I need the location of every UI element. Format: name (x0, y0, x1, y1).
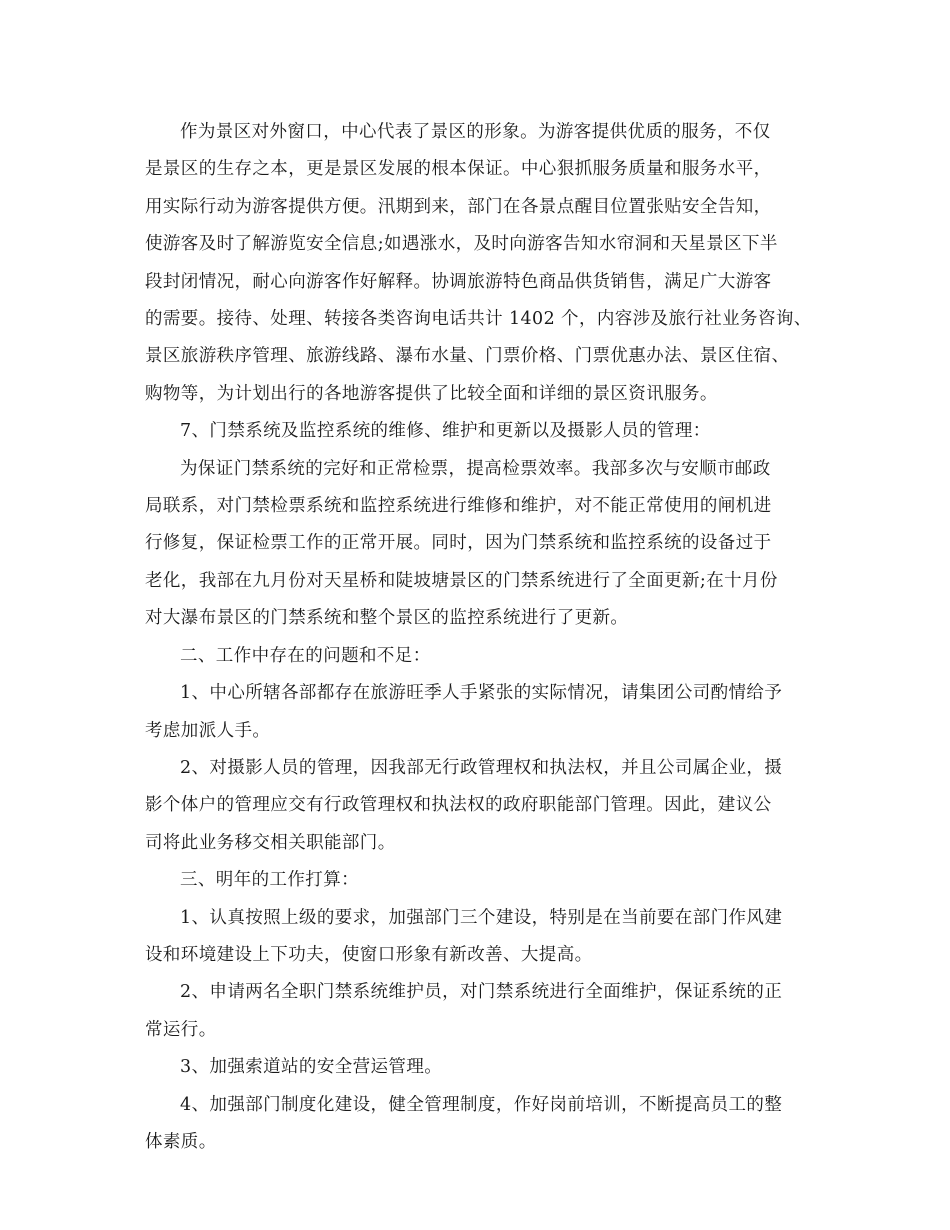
paragraph (145, 451, 817, 638)
text-line: 司将此业务移交相关职能部门。 (145, 832, 396, 853)
paragraph (145, 675, 817, 750)
text-line: 景区旅游秩序管理、旅游线路、瀑布水量、门票价格、门票优惠办法、景区住宿、 (145, 346, 790, 367)
text-line: 的需要。接待、处理、转接各类咨询电话共计 1402 个，内容涉及旅行社业务咨询、 (145, 309, 812, 330)
text-line: 用实际行动为游客提供方便。汛期到来，部门在各景点醒目位置张贴安全告知， (145, 196, 772, 217)
text-line: 行修复，保证检票工作的正常开展。同时，因为门禁系统和监控系统的设备过于 (145, 533, 772, 554)
text-line: 考虑加派人手。 (145, 720, 271, 741)
text-line: 局联系，对门禁检票系统和监控系统进行维修和维护，对不能正常使用的闸机进 (145, 496, 772, 517)
paragraph (145, 862, 817, 899)
text-line: 1、认真按照上级的要求，加强部门三个建设，特别是在当前要在部门作风建 (180, 907, 783, 928)
text-line: 3、加强索道站的安全营运管理。 (180, 1057, 443, 1078)
text-line: 设和环境建设上下功夫，使窗口形象有新改善、大提高。 (145, 944, 593, 965)
paragraph (145, 114, 817, 413)
text-line: 为保证门禁系统的完好和正常检票，提高检票效率。我部多次与安顺市邮政 (180, 458, 771, 479)
text-line: 老化，我部在九月份对天星桥和陡坡塘景区的门禁系统进行了全面更新;在十月份 (145, 570, 778, 591)
paragraph (145, 1049, 817, 1086)
paragraph (145, 900, 817, 975)
paragraph (145, 638, 817, 675)
text-line: 使游客及时了解游览安全信息;如遇涨水，及时向游客告知水帘洞和天星景区下半 (145, 234, 778, 255)
text-line: 作为景区对外窗口，中心代表了景区的形象。为游客提供优质的服务，不仅 (180, 122, 771, 142)
paragraph (145, 1087, 817, 1162)
paragraph (145, 413, 817, 450)
text-line: 7、门禁系统及监控系统的维修、维护和更新以及摄影人员的管理： (180, 421, 711, 442)
document-body (145, 114, 817, 1161)
text-line: 对大瀑布景区的门禁系统和整个景区的监控系统进行了更新。 (145, 608, 629, 629)
text-line: 段封闭情况，耐心向游客作好解释。协调旅游特色商品供货销售，满足广大游客 (145, 271, 772, 292)
text-line: 4、加强部门制度化建设，健全管理制度，作好岗前培训，不断提高员工的整 (180, 1094, 783, 1115)
text-line: 体素质。 (145, 1131, 217, 1152)
text-line: 影个体户的管理应交有行政管理权和执法权的政府职能部门管理。因此，建议公 (145, 795, 772, 816)
text-line: 购物等，为计划出行的各地游客提供了比较全面和详细的景区资讯服务。 (145, 383, 718, 404)
paragraph (145, 974, 817, 1049)
text-line: 1、中心所辖各部都存在旅游旺季人手紧张的实际情况，请集团公司酌情给予 (180, 683, 783, 704)
text-line: 是景区的生存之本，更是景区发展的根本保证。中心狠抓服务质量和服务水平， (145, 159, 772, 180)
text-line: 2、申请两名全职门禁系统维护员，对门禁系统进行全面维护，保证系统的正 (180, 982, 783, 1003)
text-line: 三、明年的工作打算： (180, 870, 359, 891)
text-line: 二、工作中存在的问题和不足： (180, 645, 431, 666)
text-line: 常运行。 (145, 1019, 217, 1040)
text-line: 2、对摄影人员的管理，因我部无行政管理权和执法权，并且公司属企业，摄 (180, 757, 783, 778)
paragraph (145, 750, 817, 862)
